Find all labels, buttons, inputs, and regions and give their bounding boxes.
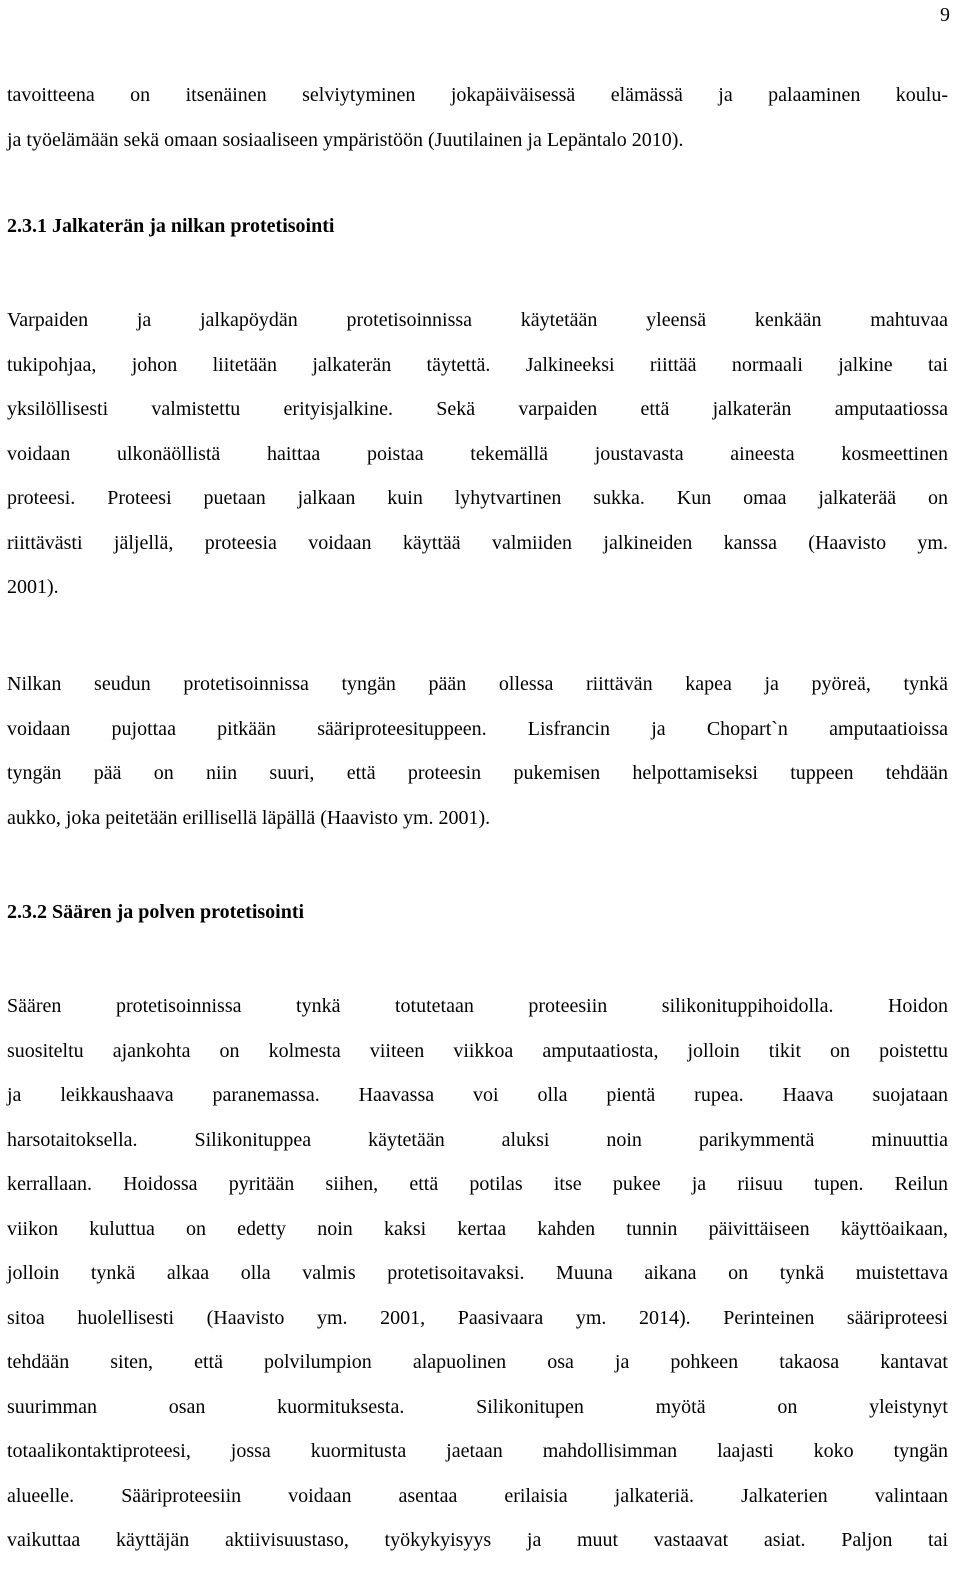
text-line: Varpaiden ja jalkapöydän protetisoinnissa käytetään yleensä kenkään mahtuvaa: [7, 309, 948, 331]
paragraph-ankle-prosthesis: [7, 662, 948, 840]
text-line: Säären protetisoinnissa tynkä totutetaan proteesiin silikonituppihoidolla. Hoidon: [7, 995, 948, 1017]
paragraph-foot-prosthesis: [7, 298, 948, 610]
text-line: totaalikontaktiproteesi, jossa kuormitusta jaetaan mahdollisimman laajasti koko tyngän: [7, 1440, 948, 1462]
text-line: ja leikkaushaava paranemassa. Haavassa voi olla pientä rupea. Haava suojataan: [7, 1084, 948, 1106]
text-line: tehdään siten, että polvilumpion alapuolinen osa ja pohkeen takaosa kantavat: [7, 1351, 948, 1373]
text-line: proteesi. Proteesi puetaan jalkaan kuin lyhytvartinen sukka. Kun omaa jalkaterää on: [7, 487, 948, 509]
text-line: alueelle. Sääriproteesiin voidaan asentaa erilaisia jalkateriä. Jalkaterien valintaan: [7, 1484, 948, 1507]
text-line: jolloin tynkä alkaa olla valmis protetisoitavaksi. Muuna aikana on tynkä muistettava: [7, 1262, 948, 1284]
section-heading-2-3-1: 2.3.1 Jalkaterän ja nilkan protetisointi: [7, 215, 335, 237]
text-line: 2001).: [7, 576, 59, 598]
text-line: aukko, joka peitetään erillisellä läpällä (Haavisto ym. 2001).: [7, 806, 491, 829]
text-line: kerrallaan. Hoidossa pyritään siihen, että potilas itse pukee ja riisuu tupen. Reilun: [7, 1173, 948, 1195]
text-line: sitoa huolellisesti (Haavisto ym. 2001, Paasivaara ym. 2014). Perinteinen sääriproteesi: [7, 1306, 948, 1329]
paragraph-shin-prosthesis: [7, 984, 948, 1563]
text-line: suurimman osan kuormituksesta. Silikonitupen myötä on yleistynyt: [7, 1395, 948, 1418]
text-line: riittävästi jäljellä, proteesia voidaan käyttää valmiiden jalkineiden kanssa (Haavisto ym.: [7, 531, 948, 554]
text-line: harsotaitoksella. Silikonituppea käytetään aluksi noin parikymmentä minuuttia: [7, 1128, 948, 1151]
text-line: ja työelämään sekä omaan sosiaaliseen ympäristöön (Juutilainen ja Lepäntalo 2010).: [7, 128, 684, 151]
page-number: 9: [940, 4, 950, 26]
paragraph-intro: [7, 73, 948, 162]
text-line: viikon kuluttua on edetty noin kaksi kertaa kahden tunnin päivittäiseen käyttöaikaan,: [7, 1217, 948, 1240]
text-line: voidaan ulkonäöllistä haittaa poistaa tekemällä joustavasta aineesta kosmeettinen: [7, 442, 948, 465]
text-line: vaikuttaa käyttäjän aktiivisuustaso, työkykyisyys ja muut vastaavat asiat. Paljon tai: [7, 1529, 948, 1551]
text-line: tavoitteena on itsenäinen selviytyminen jokapäiväisessä elämässä ja palaaminen koulu-: [7, 84, 948, 106]
text-line: tukipohjaa, johon liitetään jalkaterän täytettä. Jalkineeksi riittää normaali jalkine tai: [7, 353, 948, 376]
text-line: Nilkan seudun protetisoinnissa tyngän pään ollessa riittävän kapea ja pyöreä, tynkä: [7, 673, 948, 695]
section-heading-2-3-2: 2.3.2 Säären ja polven protetisointi: [7, 901, 305, 923]
text-line: voidaan pujottaa pitkään sääriproteesituppeen. Lisfrancin ja Chopart`n amputaatioissa: [7, 717, 948, 740]
text-line: tyngän pää on niin suuri, että proteesin pukemisen helpottamiseksi tuppeen tehdään: [7, 762, 948, 784]
text-line: suositeltu ajankohta on kolmesta viiteen viikkoa amputaatiosta, jolloin tikit on poistettu: [7, 1039, 948, 1062]
text-line: yksilöllisesti valmistettu erityisjalkine. Sekä varpaiden että jalkaterän amputaatiossa: [7, 398, 948, 420]
